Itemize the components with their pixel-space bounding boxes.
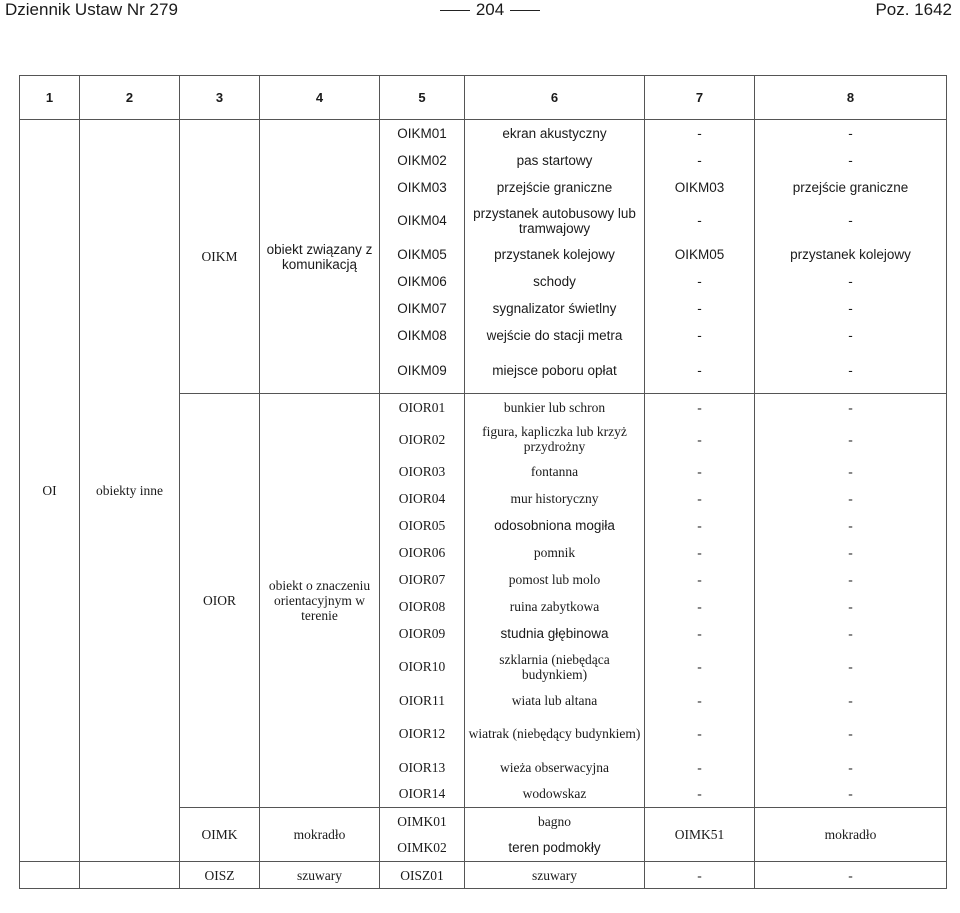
code-cell: OIKM09 <box>380 349 465 394</box>
name-cell: - <box>755 539 947 566</box>
classification-table <box>19 75 947 889</box>
code-cell: - <box>645 485 755 512</box>
name-cell: przystanek kolejowy <box>755 241 947 268</box>
column-header: 4 <box>260 76 380 120</box>
code-cell: OIKM07 <box>380 295 465 322</box>
code-cell: - <box>645 512 755 539</box>
code-cell: - <box>645 421 755 458</box>
name-cell: bunkier lub schron <box>465 394 645 421</box>
group-code-oior: OIOR <box>180 394 260 808</box>
code-cell: - <box>645 322 755 349</box>
journal-title: Dziennik Ustaw Nr 279 <box>5 0 178 19</box>
name-cell: bagno <box>465 808 645 835</box>
name-cell: figura, kapliczka lub krzyż przydrożny <box>465 421 645 458</box>
group-code-oikm: OIKM <box>180 120 260 394</box>
code-cell: - <box>645 781 755 808</box>
code-cell: OIKM03 <box>380 174 465 201</box>
code-cell: OIOR08 <box>380 593 465 620</box>
code-cell: - <box>645 201 755 241</box>
name-cell: - <box>755 781 947 808</box>
code-cell: OIOR13 <box>380 754 465 781</box>
page-header <box>0 0 960 24</box>
column-header: 8 <box>755 76 947 120</box>
group-name-oisz: szuwary <box>260 862 380 889</box>
code-cell: OIKM05 <box>380 241 465 268</box>
column-header: 7 <box>645 76 755 120</box>
code-cell: OIOR02 <box>380 421 465 458</box>
code-cell: OIKM04 <box>380 201 465 241</box>
code-cell: - <box>645 268 755 295</box>
code-cell: - <box>645 458 755 485</box>
name-cell: schody <box>465 268 645 295</box>
name-cell: wiatrak (niebędący budynkiem) <box>465 714 645 754</box>
code-cell: OIMK02 <box>380 835 465 862</box>
code-cell: OIOR11 <box>380 687 465 714</box>
code-cell: OIOR10 <box>380 647 465 687</box>
name-cell: - <box>755 862 947 889</box>
code-cell: - <box>645 147 755 174</box>
name-cell: teren podmokły <box>465 835 645 862</box>
empty-cell <box>20 862 80 889</box>
code-cell: OIOR12 <box>380 714 465 754</box>
code-cell: OIOR01 <box>380 394 465 421</box>
table-row <box>20 862 947 889</box>
name-cell: szuwary <box>465 862 645 889</box>
code-cell: OIOR07 <box>380 566 465 593</box>
name-cell: studnia głębinowa <box>465 620 645 647</box>
name-cell: - <box>755 349 947 394</box>
name-cell: - <box>755 201 947 241</box>
name-cell: przystanek autobusowy lub tramwajowy <box>465 201 645 241</box>
name-cell: pomost lub molo <box>465 566 645 593</box>
name-cell: mur historyczny <box>465 485 645 512</box>
name-cell: - <box>755 322 947 349</box>
group-name-oi: obiekty inne <box>80 120 180 862</box>
name-cell: pomnik <box>465 539 645 566</box>
name-cell: przejście graniczne <box>755 174 947 201</box>
name-cell: - <box>755 421 947 458</box>
code-cell: OIOR05 <box>380 512 465 539</box>
code-cell: OIKM03 <box>645 174 755 201</box>
code-cell: OIOR14 <box>380 781 465 808</box>
name-cell: szklarnia (niebędąca budynkiem) <box>465 647 645 687</box>
code-cell: OIMK51 <box>645 808 755 862</box>
code-cell: - <box>645 714 755 754</box>
code-cell: - <box>645 647 755 687</box>
code-cell: - <box>645 754 755 781</box>
name-cell: - <box>755 620 947 647</box>
name-cell: - <box>755 687 947 714</box>
name-cell: - <box>755 458 947 485</box>
code-cell: - <box>645 862 755 889</box>
name-cell: wodowskaz <box>465 781 645 808</box>
empty-cell <box>80 862 180 889</box>
code-cell: OIOR04 <box>380 485 465 512</box>
group-code-oisz: OISZ <box>180 862 260 889</box>
code-cell: OIKM01 <box>380 120 465 147</box>
column-header: 2 <box>80 76 180 120</box>
name-cell: - <box>755 512 947 539</box>
position-number: Poz. 1642 <box>875 0 952 19</box>
code-cell: OIOR03 <box>380 458 465 485</box>
name-cell: - <box>755 647 947 687</box>
name-cell: - <box>755 147 947 174</box>
code-cell: - <box>645 349 755 394</box>
code-cell: - <box>645 539 755 566</box>
name-cell: przejście graniczne <box>465 174 645 201</box>
column-header: 5 <box>380 76 465 120</box>
code-cell: - <box>645 620 755 647</box>
code-cell: - <box>645 687 755 714</box>
code-cell: - <box>645 120 755 147</box>
name-cell: wejście do stacji metra <box>465 322 645 349</box>
name-cell: ruina zabytkowa <box>465 593 645 620</box>
code-cell: OIKM08 <box>380 322 465 349</box>
group-name-oior: obiekt o znaczeniu orientacyjnym w terenie <box>260 394 380 808</box>
page-number: 204 <box>440 0 540 20</box>
name-cell: - <box>755 268 947 295</box>
column-header-row <box>20 76 947 120</box>
group-name-oimk: mokradło <box>260 808 380 862</box>
code-cell: - <box>645 295 755 322</box>
name-cell: mokradło <box>755 808 947 862</box>
name-cell: - <box>755 485 947 512</box>
code-cell: OIKM02 <box>380 147 465 174</box>
name-cell: pas startowy <box>465 147 645 174</box>
table-row <box>20 120 947 147</box>
name-cell: miejsce poboru opłat <box>465 349 645 394</box>
code-cell: - <box>645 593 755 620</box>
name-cell: wieża obserwacyjna <box>465 754 645 781</box>
code-cell: OIMK01 <box>380 808 465 835</box>
group-code-oimk: OIMK <box>180 808 260 862</box>
name-cell: sygnalizator świetlny <box>465 295 645 322</box>
name-cell: fontanna <box>465 458 645 485</box>
name-cell: - <box>755 566 947 593</box>
group-name-oikm: obiekt związany z komunikacją <box>260 120 380 394</box>
code-cell: OIKM06 <box>380 268 465 295</box>
group-code-oi: OI <box>20 120 80 862</box>
column-header: 1 <box>20 76 80 120</box>
code-cell: - <box>645 394 755 421</box>
column-header: 6 <box>465 76 645 120</box>
name-cell: wiata lub altana <box>465 687 645 714</box>
name-cell: ekran akustyczny <box>465 120 645 147</box>
code-cell: OISZ01 <box>380 862 465 889</box>
name-cell: przystanek kolejowy <box>465 241 645 268</box>
column-header: 3 <box>180 76 260 120</box>
name-cell: - <box>755 714 947 754</box>
code-cell: OIOR09 <box>380 620 465 647</box>
name-cell: odosobniona mogiła <box>465 512 645 539</box>
name-cell: - <box>755 120 947 147</box>
name-cell: - <box>755 295 947 322</box>
name-cell: - <box>755 754 947 781</box>
code-cell: - <box>645 566 755 593</box>
code-cell: OIKM05 <box>645 241 755 268</box>
code-cell: OIOR06 <box>380 539 465 566</box>
name-cell: - <box>755 394 947 421</box>
name-cell: - <box>755 593 947 620</box>
